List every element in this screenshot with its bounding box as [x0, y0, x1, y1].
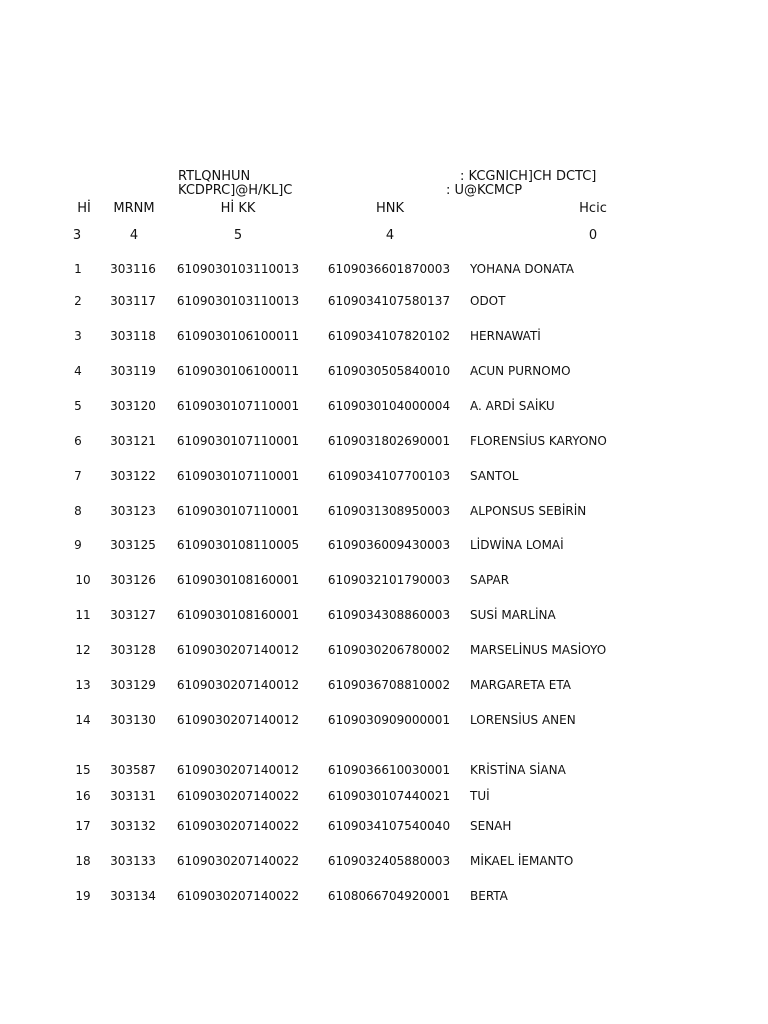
row-kk-number: 6109030107110001	[176, 469, 300, 483]
row-nik-number: 6109032405880003	[327, 854, 451, 868]
row-code: 303128	[110, 643, 156, 657]
row-code: 303116	[110, 262, 156, 276]
row-nik-number: 6109036708810002	[327, 678, 451, 692]
row-number: 3	[74, 329, 82, 343]
row-code: 303131	[110, 789, 156, 803]
row-nik-number: 6109034107540040	[327, 819, 451, 833]
row-code: 303587	[110, 763, 156, 777]
header-right-line1: : KCGNICH]CH DCTC]	[460, 169, 597, 184]
row-name: KRİSTİNA SİANA	[470, 763, 566, 777]
row-number: 6	[74, 434, 82, 448]
row-name: ODOT	[470, 294, 506, 308]
column-label-nik: HNK	[375, 201, 405, 216]
row-number: 12	[75, 643, 91, 657]
row-kk-number: 6109030108110005	[176, 538, 300, 552]
row-nik-number: 6109036610030001	[327, 763, 451, 777]
row-nik-number: 6109030107440021	[327, 789, 451, 803]
row-kk-number: 6109030207140012	[176, 678, 300, 692]
row-number: 11	[75, 608, 91, 622]
row-code: 303133	[110, 854, 156, 868]
row-code: 303130	[110, 713, 156, 727]
column-number-code: 4	[129, 228, 139, 243]
row-code: 303122	[110, 469, 156, 483]
column-number-kk: 5	[233, 228, 243, 243]
row-number: 10	[75, 573, 91, 587]
column-label-no: Hİ	[77, 201, 91, 216]
row-name: SUSİ MARLİNA	[470, 608, 556, 622]
row-name: FLORENSİUS KARYONO	[470, 434, 607, 448]
row-code: 303119	[110, 364, 156, 378]
row-nik-number: 6109031308950003	[327, 504, 451, 518]
row-number: 17	[75, 819, 91, 833]
row-number: 19	[75, 889, 91, 903]
row-kk-number: 6109030207140012	[176, 763, 300, 777]
row-code: 303127	[110, 608, 156, 622]
row-name: SENAH	[470, 819, 512, 833]
row-nik-number: 6109030909000001	[327, 713, 451, 727]
row-number: 16	[75, 789, 91, 803]
header-right-line2: : U@KCMCP	[446, 183, 523, 198]
row-number: 15	[75, 763, 91, 777]
row-name: TUİ	[470, 789, 490, 803]
row-nik-number: 6109030505840010	[327, 364, 451, 378]
row-name: SAPAR	[470, 573, 510, 587]
column-label-kk: Hİ KK	[220, 201, 256, 216]
column-label-name: Hcic	[579, 201, 607, 216]
row-code: 303118	[110, 329, 156, 343]
row-code: 303132	[110, 819, 156, 833]
row-name: HERNAWATİ	[470, 329, 541, 343]
row-kk-number: 6109030207140012	[176, 643, 300, 657]
row-nik-number: 6109036009430003	[327, 538, 451, 552]
row-name: ACUN PURNOMO	[470, 364, 571, 378]
row-nik-number: 6109034107580137	[327, 294, 451, 308]
row-name: LORENSİUS ANEN	[470, 713, 576, 727]
row-nik-number: 6109034107700103	[327, 469, 451, 483]
row-code: 303129	[110, 678, 156, 692]
row-kk-number: 6109030106100011	[176, 329, 300, 343]
row-number: 8	[74, 504, 82, 518]
row-name: BERTA	[470, 889, 508, 903]
row-code: 303123	[110, 504, 156, 518]
row-number: 1	[74, 262, 82, 276]
row-number: 7	[74, 469, 82, 483]
column-number-name: 0	[588, 228, 598, 243]
row-nik-number: 6109034308860003	[327, 608, 451, 622]
row-code: 303125	[110, 538, 156, 552]
row-kk-number: 6109030107110001	[176, 434, 300, 448]
row-name: MİKAEL İEMANTO	[470, 854, 574, 868]
column-label-code: MRNM	[113, 201, 155, 216]
row-nik-number: 6109031802690001	[327, 434, 451, 448]
row-kk-number: 6109030207140022	[176, 819, 300, 833]
row-kk-number: 6109030108160001	[176, 573, 300, 587]
row-name: ALPONSUS SEBİRİN	[470, 504, 587, 518]
row-name: LİDWİNA LOMAİ	[470, 538, 564, 552]
row-nik-number: 6109030206780002	[327, 643, 451, 657]
row-kk-number: 6109030108160001	[176, 608, 300, 622]
row-code: 303126	[110, 573, 156, 587]
row-number: 18	[75, 854, 91, 868]
row-number: 13	[75, 678, 91, 692]
row-code: 303121	[110, 434, 156, 448]
header-left-line2: KCDPRC]@H/KL]C	[178, 183, 293, 198]
row-name: MARGARETA ETA	[470, 678, 571, 692]
row-name: SANTOL	[470, 469, 519, 483]
row-name: MARSELİNUS MASİOYO	[470, 643, 607, 657]
row-code: 303117	[110, 294, 156, 308]
column-number-no: 3	[72, 228, 82, 243]
row-code: 303120	[110, 399, 156, 413]
row-kk-number: 6109030107110001	[176, 399, 300, 413]
row-nik-number: 6109034107820102	[327, 329, 451, 343]
row-number: 2	[74, 294, 82, 308]
header-left-line1: RTLQNHUN	[178, 169, 251, 184]
row-nik-number: 6109036601870003	[327, 262, 451, 276]
row-nik-number: 6109030104000004	[327, 399, 451, 413]
row-kk-number: 6109030207140022	[176, 889, 300, 903]
row-kk-number: 6109030207140022	[176, 789, 300, 803]
row-kk-number: 6109030207140022	[176, 854, 300, 868]
row-kk-number: 6109030103110013	[176, 262, 300, 276]
row-number: 5	[74, 399, 82, 413]
row-number: 14	[75, 713, 91, 727]
row-kk-number: 6109030207140012	[176, 713, 300, 727]
row-name: A. ARDİ SAİKU	[470, 399, 555, 413]
row-nik-number: 6109032101790003	[327, 573, 451, 587]
row-kk-number: 6109030107110001	[176, 504, 300, 518]
row-nik-number: 6108066704920001	[327, 889, 451, 903]
row-number: 4	[74, 364, 82, 378]
row-code: 303134	[110, 889, 156, 903]
row-name: YOHANA DONATA	[470, 262, 574, 276]
row-kk-number: 6109030106100011	[176, 364, 300, 378]
column-number-nik: 4	[385, 228, 395, 243]
row-number: 9	[74, 538, 82, 552]
row-kk-number: 6109030103110013	[176, 294, 300, 308]
